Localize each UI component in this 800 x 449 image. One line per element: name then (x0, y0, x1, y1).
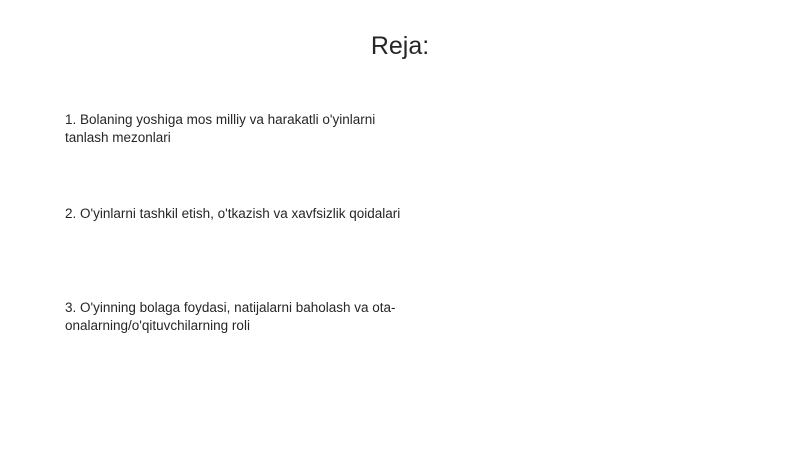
slide-title: Reja: (370, 32, 430, 60)
plan-item-1: 1. Bolaning yoshiga mos milliy va harakatli o'yinlarni tanlash mezonlari (65, 112, 376, 145)
plan-item-2: 2. O'yinlarni tashkil etish, o'tkazish va xavfsizlik qoidalari (65, 206, 401, 221)
plan-item-3: 3. O'yinning bolaga foydasi, natijalarni baholash va ota-onalarning/o'qituvchilarning roli (65, 300, 396, 333)
